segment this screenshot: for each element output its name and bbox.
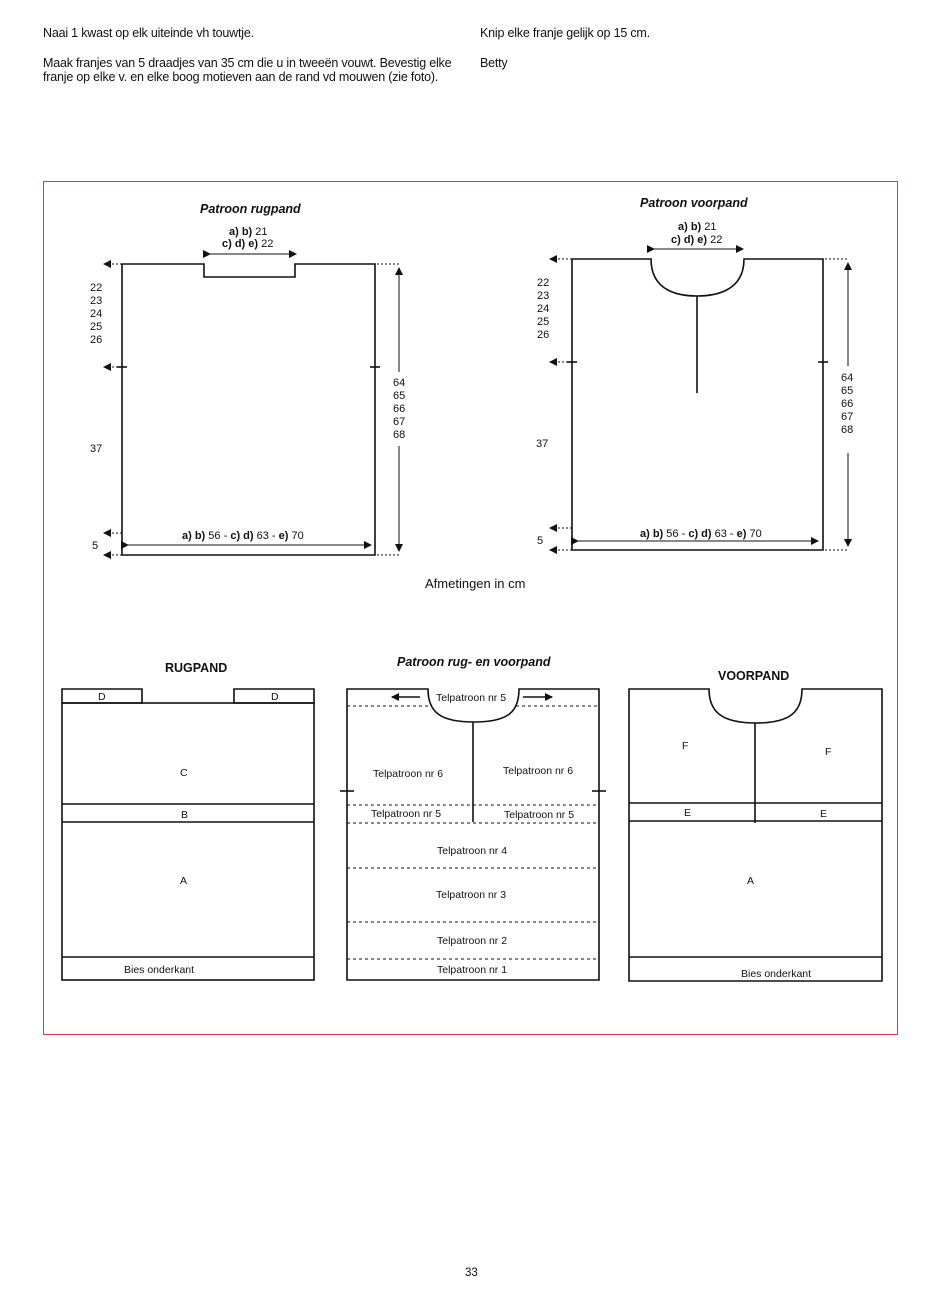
units-caption: Afmetingen in cm <box>425 576 526 591</box>
voor-armhole-size: 24 <box>537 303 550 315</box>
rug-armhole-size: 22 <box>90 282 103 294</box>
intro-left-p2-line1: Maak franjes van 5 draadjes van 35 cm die u in tweeën vouwt. Bevestig elke <box>43 56 452 70</box>
voor-neck-cde: c) d) e) <box>671 234 708 246</box>
voor-neck-ab-val: 21 <box>704 221 717 233</box>
voor-neck-cde-line <box>671 234 722 246</box>
rug-a: A <box>180 875 188 887</box>
rug-armhole-size: 26 <box>90 334 103 346</box>
voor-length-size: 64 <box>841 372 854 384</box>
telpatroon-5-right: Telpatroon nr 5 <box>504 809 575 821</box>
telpatroon-5-left: Telpatroon nr 5 <box>371 808 442 820</box>
telpatroon-2: Telpatroon nr 2 <box>437 935 508 947</box>
rug-c: C <box>180 767 188 779</box>
rug-neck-cde-line <box>222 238 273 250</box>
rug-armhole-size: 24 <box>90 308 103 320</box>
telpatroon-block <box>340 655 606 980</box>
rugpand-pattern <box>90 202 408 555</box>
telpatroon-1: Telpatroon nr 1 <box>437 964 508 976</box>
voor-side-length: 37 <box>536 438 549 450</box>
rug-length-size: 67 <box>393 416 406 428</box>
rug-d-right: D <box>271 691 279 703</box>
voorpand-pattern-title: Patroon voorpand <box>640 196 748 210</box>
rug-width-label: a) b) 56 - c) d) 63 - e) 70 <box>182 530 304 542</box>
voor-armhole-sizes <box>537 277 552 341</box>
rug-neck-cde: c) d) e) <box>222 238 259 250</box>
rugpand-block <box>62 661 314 980</box>
telpatroon-3: Telpatroon nr 3 <box>436 889 507 901</box>
intro-left-p1: Naai 1 kwast op elk uiteinde vh touwtje. <box>43 26 254 40</box>
rug-neck-cde-val: 22 <box>261 238 274 250</box>
rug-side-length: 37 <box>90 443 103 455</box>
voor-neck-ab: a) b) <box>678 221 702 233</box>
telpatroon-6-right: Telpatroon nr 6 <box>503 765 574 777</box>
rug-neck-ab-line <box>229 226 268 238</box>
rug-length-sizes <box>393 377 408 441</box>
rug-armhole-size: 25 <box>90 321 103 333</box>
rugpand-pattern-title: Patroon rugpand <box>200 202 301 216</box>
page-number: 33 <box>465 1267 478 1279</box>
voorpand-pattern <box>536 196 856 550</box>
rug-armhole-sizes <box>90 282 105 346</box>
voor-length-size: 68 <box>841 424 854 436</box>
voor-armhole-size: 22 <box>537 277 550 289</box>
voor-band-height: 5 <box>537 535 544 547</box>
voor-bottom: Bies onderkant <box>741 968 812 980</box>
rug-length-size: 64 <box>393 377 406 389</box>
rug-length-size: 68 <box>393 429 406 441</box>
voor-a: A <box>747 875 755 887</box>
rug-block-outline <box>62 703 314 980</box>
rug-neck-ab-val: 21 <box>255 226 268 238</box>
voor-e-left: E <box>684 807 692 819</box>
intro-left-p2-line2: franje op elke v. en elke boog motieven aan de rand vd mouwen (zie foto). <box>43 70 439 84</box>
rug-d-left: D <box>98 691 106 703</box>
voor-f-left: F <box>682 740 689 752</box>
rug-length-size: 66 <box>393 403 406 415</box>
rug-band-height: 5 <box>92 540 99 552</box>
voor-armhole-size: 23 <box>537 290 550 302</box>
voorpand-block <box>629 669 882 981</box>
voor-neck-cde-val: 22 <box>710 234 723 246</box>
voor-e-right: E <box>820 808 828 820</box>
voor-length-size: 65 <box>841 385 854 397</box>
rug-bottom: Bies onderkant <box>124 964 195 976</box>
voor-armhole-size: 26 <box>537 329 550 341</box>
rug-armhole-size: 23 <box>90 295 103 307</box>
intro-right-p2: Betty <box>480 56 508 70</box>
voor-neck-ab-line <box>678 221 717 233</box>
voor-width-label: a) b) 56 - c) d) 63 - e) 70 <box>640 528 762 540</box>
telpatroon-5-top: Telpatroon nr 5 <box>436 692 507 704</box>
rug-neck-ab: a) b) <box>229 226 253 238</box>
voor-length-sizes <box>841 372 856 436</box>
voor-length-size: 67 <box>841 411 854 423</box>
rug-b: B <box>181 809 189 821</box>
telpatroon-4: Telpatroon nr 4 <box>437 845 508 857</box>
rug-length-size: 65 <box>393 390 406 402</box>
rug-outline <box>122 264 375 555</box>
rugpand-block-title: RUGPAND <box>165 661 228 675</box>
telpatroon-6-left: Telpatroon nr 6 <box>373 768 444 780</box>
telpatroon-block-title: Patroon rug- en voorpand <box>397 655 551 669</box>
intro-right-p1: Knip elke franje gelijk op 15 cm. <box>480 26 650 40</box>
voorpand-block-title: VOORPAND <box>718 669 790 683</box>
voor-f-right: F <box>825 746 832 758</box>
voor-length-size: 66 <box>841 398 854 410</box>
voor-armhole-size: 25 <box>537 316 550 328</box>
